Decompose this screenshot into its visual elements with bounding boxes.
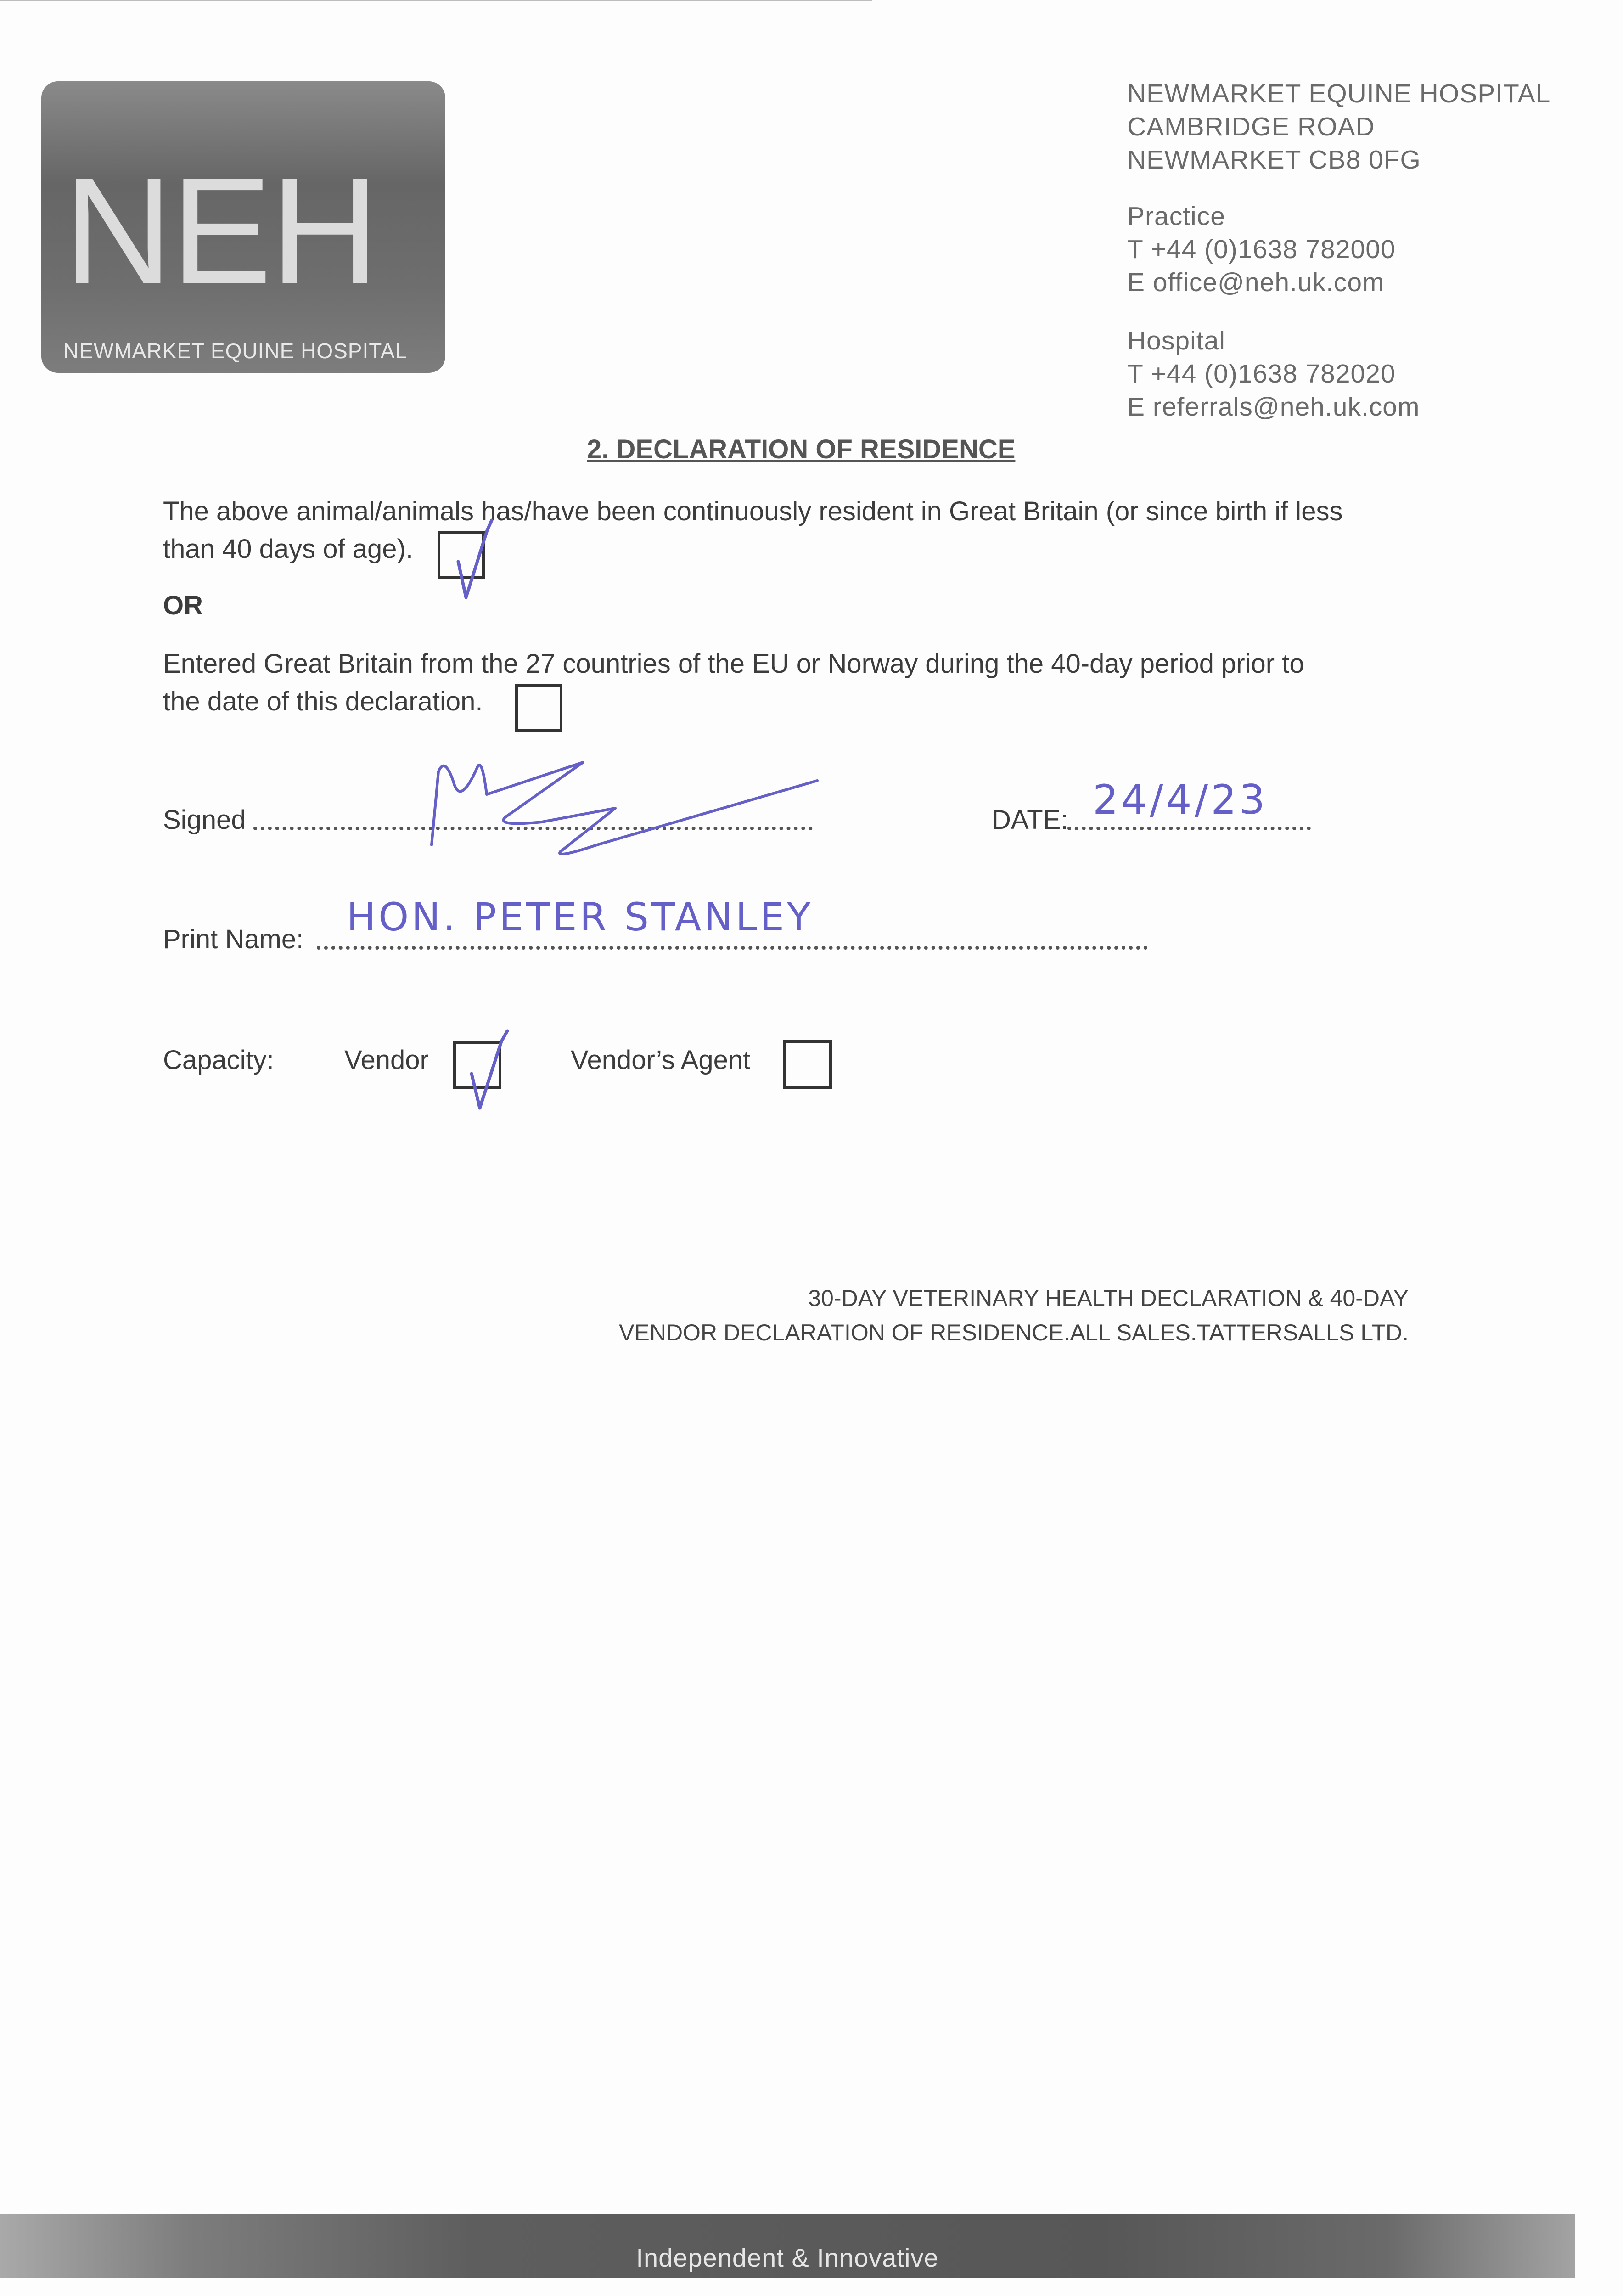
address-line: NEWMARKET CB8 0FG xyxy=(1127,145,1421,174)
check-mark-icon xyxy=(453,1016,517,1090)
option2-checkbox[interactable] xyxy=(515,684,562,732)
date-line xyxy=(1067,827,1311,830)
address-line: CAMBRIDGE ROAD xyxy=(1127,112,1375,141)
practice-email: E office@neh.uk.com xyxy=(1127,268,1385,297)
footer-band xyxy=(0,2214,1575,2278)
vendor-label: Vendor xyxy=(344,1045,429,1075)
practice-label: Practice xyxy=(1127,202,1225,231)
scan-top-edge xyxy=(0,0,872,1)
footer-tagline: Independent & Innovative xyxy=(636,2243,939,2272)
practice-contact xyxy=(1127,200,1396,299)
agent-label: Vendor’s Agent xyxy=(571,1045,751,1075)
vendor-checkbox[interactable] xyxy=(453,1041,501,1089)
option2-line2: the date of this declaration. xyxy=(163,687,483,716)
logo-hospital-name: NEWMARKET EQUINE HOSPITAL xyxy=(63,339,408,363)
practice-phone: T +44 (0)1638 782000 xyxy=(1127,235,1396,264)
logo-letters: NEH xyxy=(63,146,378,315)
hospital-contact xyxy=(1127,324,1420,423)
date-value: 24/4/23 xyxy=(1093,776,1268,823)
section-heading: 2. DECLARATION OF RESIDENCE xyxy=(587,434,1016,464)
form-reference xyxy=(619,1281,1409,1350)
hospital-phone: T +44 (0)1638 782020 xyxy=(1127,359,1396,388)
handwritten-signature xyxy=(404,753,826,872)
option1-line2: than 40 days of age). xyxy=(163,534,413,564)
option1-line1: The above animal/animals has/have been continuously resident in Great Britain (or since birth if less xyxy=(163,496,1343,526)
option1-text xyxy=(163,493,1342,568)
address-line: NEWMARKET EQUINE HOSPITAL xyxy=(1127,79,1551,108)
option2-text xyxy=(163,645,1304,720)
print-name-line xyxy=(317,946,1148,950)
address-block xyxy=(1127,77,1550,176)
option2-line1: Entered Great Britain from the 27 countries of the EU or Norway during the 40-day period prior to xyxy=(163,649,1304,679)
print-name-label: Print Name: xyxy=(163,924,304,954)
check-mark-icon xyxy=(438,506,502,580)
neh-logo xyxy=(41,81,445,373)
option1-checkbox[interactable] xyxy=(438,531,485,579)
form-reference-line2: VENDOR DECLARATION OF RESIDENCE.ALL SALES.TATTERSALLS LTD. xyxy=(619,1320,1409,1345)
capacity-label: Capacity: xyxy=(163,1045,274,1075)
agent-checkbox[interactable] xyxy=(783,1040,832,1089)
form-reference-line1: 30-DAY VETERINARY HEALTH DECLARATION & 40-DAY xyxy=(808,1285,1409,1311)
hospital-label: Hospital xyxy=(1127,326,1225,355)
signed-label: Signed xyxy=(163,805,246,835)
date-label: DATE: xyxy=(992,805,1068,835)
or-separator: OR xyxy=(163,591,203,620)
print-name-value: HON. PETER STANLEY xyxy=(347,895,814,940)
hospital-email: E referrals@neh.uk.com xyxy=(1127,392,1420,422)
